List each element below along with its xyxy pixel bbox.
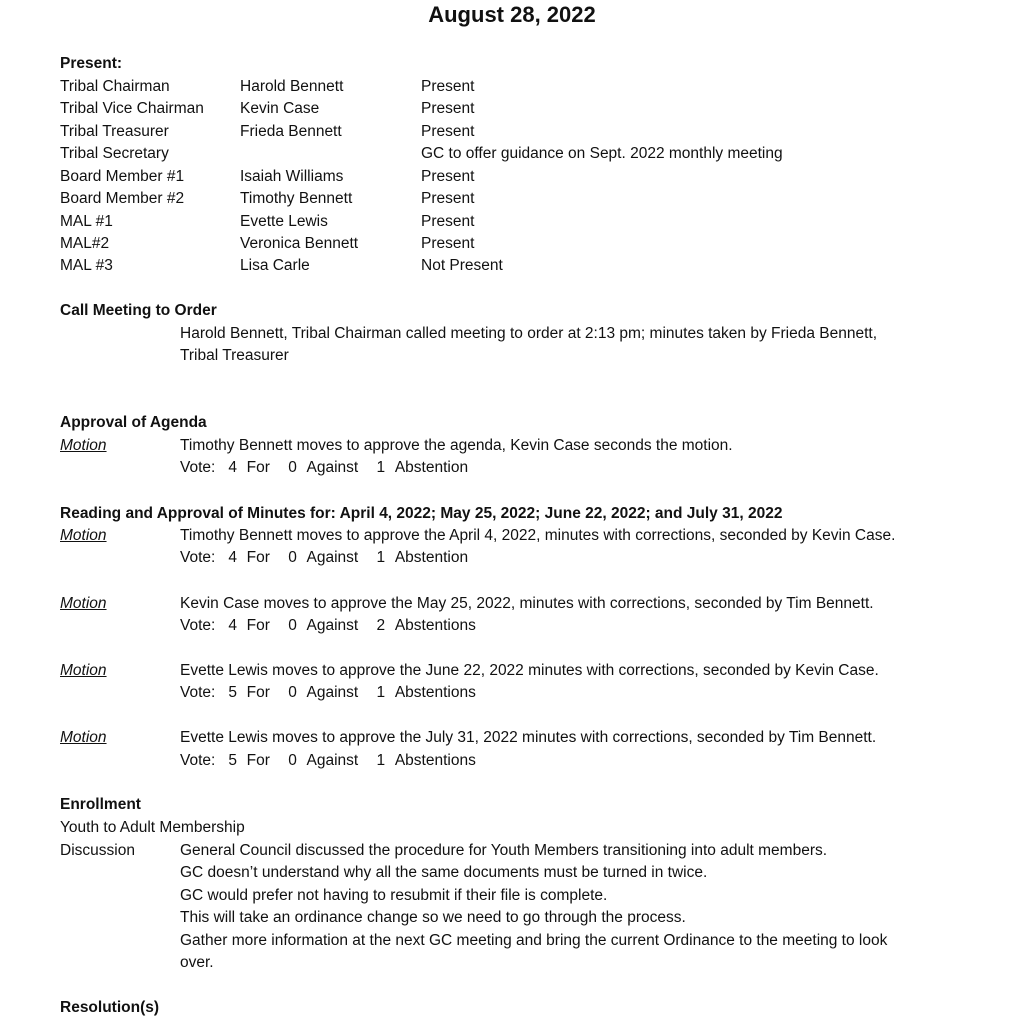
vote-for-label: For — [246, 459, 270, 476]
vote-abstain-label: Abstentions — [394, 684, 476, 701]
vote-for-count: 4 — [228, 459, 237, 476]
motion-label: Motion — [60, 595, 107, 612]
role: Board Member #1 — [60, 168, 185, 185]
attendance-status: Not Present — [421, 257, 503, 274]
motion-text: Timothy Bennett moves to approve the April 4, 2022, minutes with corrections, seconded by Kevin Case. — [180, 527, 896, 544]
member-name: Lisa Carle — [240, 257, 310, 274]
minutes-heading: Reading and Approval of Minutes for: April 4, 2022; May 25, 2022; June 22, 2022; and July 31, 2022 — [60, 505, 783, 522]
call-to-order-text: Tribal Treasurer — [180, 347, 289, 364]
vote-label: Vote: — [180, 684, 216, 701]
vote-label: Vote: — [180, 549, 216, 566]
vote-tally — [180, 458, 482, 478]
call-to-order-heading: Call Meeting to Order — [60, 302, 217, 319]
motion-text: Kevin Case moves to approve the May 25, 2022, minutes with corrections, seconded by Tim Bennett. — [180, 595, 874, 612]
discussion-line: GC would prefer not having to resubmit if their file is complete. — [180, 887, 608, 904]
role: Board Member #2 — [60, 190, 185, 207]
vote-tally — [180, 548, 482, 568]
vote-for-label: For — [246, 684, 270, 701]
agenda-heading: Approval of Agenda — [60, 414, 207, 431]
enrollment-subheading: Youth to Adult Membership — [60, 819, 245, 836]
attendance-status: GC to offer guidance on Sept. 2022 monthly meeting — [421, 145, 783, 162]
vote-against-count: 0 — [288, 617, 297, 634]
vote-abstain-label: Abstention — [394, 549, 469, 566]
role: MAL #3 — [60, 257, 113, 274]
vote-against-label: Against — [306, 459, 359, 476]
discussion-line: General Council discussed the procedure for Youth Members transitioning into adult members. — [180, 842, 828, 859]
member-name: Evette Lewis — [240, 213, 328, 230]
attendance-status: Present — [421, 190, 475, 207]
vote-abstain-count: 1 — [376, 752, 386, 769]
attendance-status: Present — [421, 235, 475, 252]
role: Tribal Secretary — [60, 145, 169, 162]
motion-label: Motion — [60, 662, 107, 679]
vote-label: Vote: — [180, 617, 216, 634]
vote-for-count: 5 — [228, 752, 237, 769]
role: Tribal Vice Chairman — [60, 100, 204, 117]
motion-text: Timothy Bennett moves to approve the agenda, Kevin Case seconds the motion. — [180, 437, 733, 454]
vote-for-count: 5 — [228, 684, 237, 701]
vote-abstain-count: 1 — [376, 684, 386, 701]
motion-label: Motion — [60, 437, 107, 454]
vote-for-count: 4 — [228, 617, 237, 634]
vote-abstain-count: 1 — [376, 549, 386, 566]
vote-against-label: Against — [306, 549, 359, 566]
role: MAL#2 — [60, 235, 110, 252]
vote-tally — [180, 616, 490, 636]
attendance-status: Present — [421, 213, 475, 230]
discussion-line: GC doesn’t understand why all the same documents must be turned in twice. — [180, 864, 708, 881]
member-name: Kevin Case — [240, 100, 320, 117]
document-date-title: August 28, 2022 — [428, 2, 596, 27]
vote-abstain-label: Abstentions — [394, 752, 476, 769]
vote-against-label: Against — [306, 684, 359, 701]
vote-for-label: For — [246, 617, 270, 634]
vote-against-label: Against — [306, 752, 359, 769]
discussion-line: over. — [180, 954, 214, 971]
vote-against-label: Against — [306, 617, 359, 634]
vote-for-label: For — [246, 752, 270, 769]
vote-for-label: For — [246, 549, 270, 566]
member-name: Harold Bennett — [240, 78, 344, 95]
discussion-line: Gather more information at the next GC meeting and bring the current Ordinance to the meeting to look — [180, 932, 888, 949]
role: Tribal Treasurer — [60, 123, 169, 140]
discussion-line: This will take an ordinance change so we need to go through the process. — [180, 909, 686, 926]
vote-abstain-count: 1 — [376, 459, 386, 476]
vote-against-count: 0 — [288, 684, 297, 701]
vote-abstain-label: Abstention — [394, 459, 469, 476]
vote-label: Vote: — [180, 459, 216, 476]
role: Tribal Chairman — [60, 78, 170, 95]
motion-text: Evette Lewis moves to approve the July 31, 2022 minutes with corrections, seconded by Tim Bennett. — [180, 729, 877, 746]
enrollment-heading: Enrollment — [60, 796, 141, 813]
motion-label: Motion — [60, 729, 107, 746]
vote-label: Vote: — [180, 752, 216, 769]
discussion-label: Discussion — [60, 842, 135, 859]
member-name: Isaiah Williams — [240, 168, 344, 185]
call-to-order-text: Harold Bennett, Tribal Chairman called meeting to order at 2:13 pm; minutes taken by Frieda Bennett, — [180, 325, 878, 342]
vote-abstain-count: 2 — [376, 617, 386, 634]
vote-against-count: 0 — [288, 752, 297, 769]
present-heading: Present: — [60, 55, 123, 72]
member-name: Frieda Bennett — [240, 123, 342, 140]
vote-against-count: 0 — [288, 459, 297, 476]
attendance-status: Present — [421, 100, 475, 117]
member-name: Veronica Bennett — [240, 235, 359, 252]
attendance-status: Present — [421, 78, 475, 95]
attendance-status: Present — [421, 123, 475, 140]
motion-text: Evette Lewis moves to approve the June 22, 2022 minutes with corrections, seconded by Kevin Case. — [180, 662, 879, 679]
vote-for-count: 4 — [228, 549, 237, 566]
role: MAL #1 — [60, 213, 113, 230]
motion-label: Motion — [60, 527, 107, 544]
attendance-status: Present — [421, 168, 475, 185]
vote-against-count: 0 — [288, 549, 297, 566]
vote-abstain-label: Abstentions — [394, 617, 476, 634]
vote-tally — [180, 751, 490, 771]
member-name: Timothy Bennett — [240, 190, 353, 207]
vote-tally — [180, 683, 490, 703]
resolutions-heading: Resolution(s) — [60, 999, 160, 1016]
